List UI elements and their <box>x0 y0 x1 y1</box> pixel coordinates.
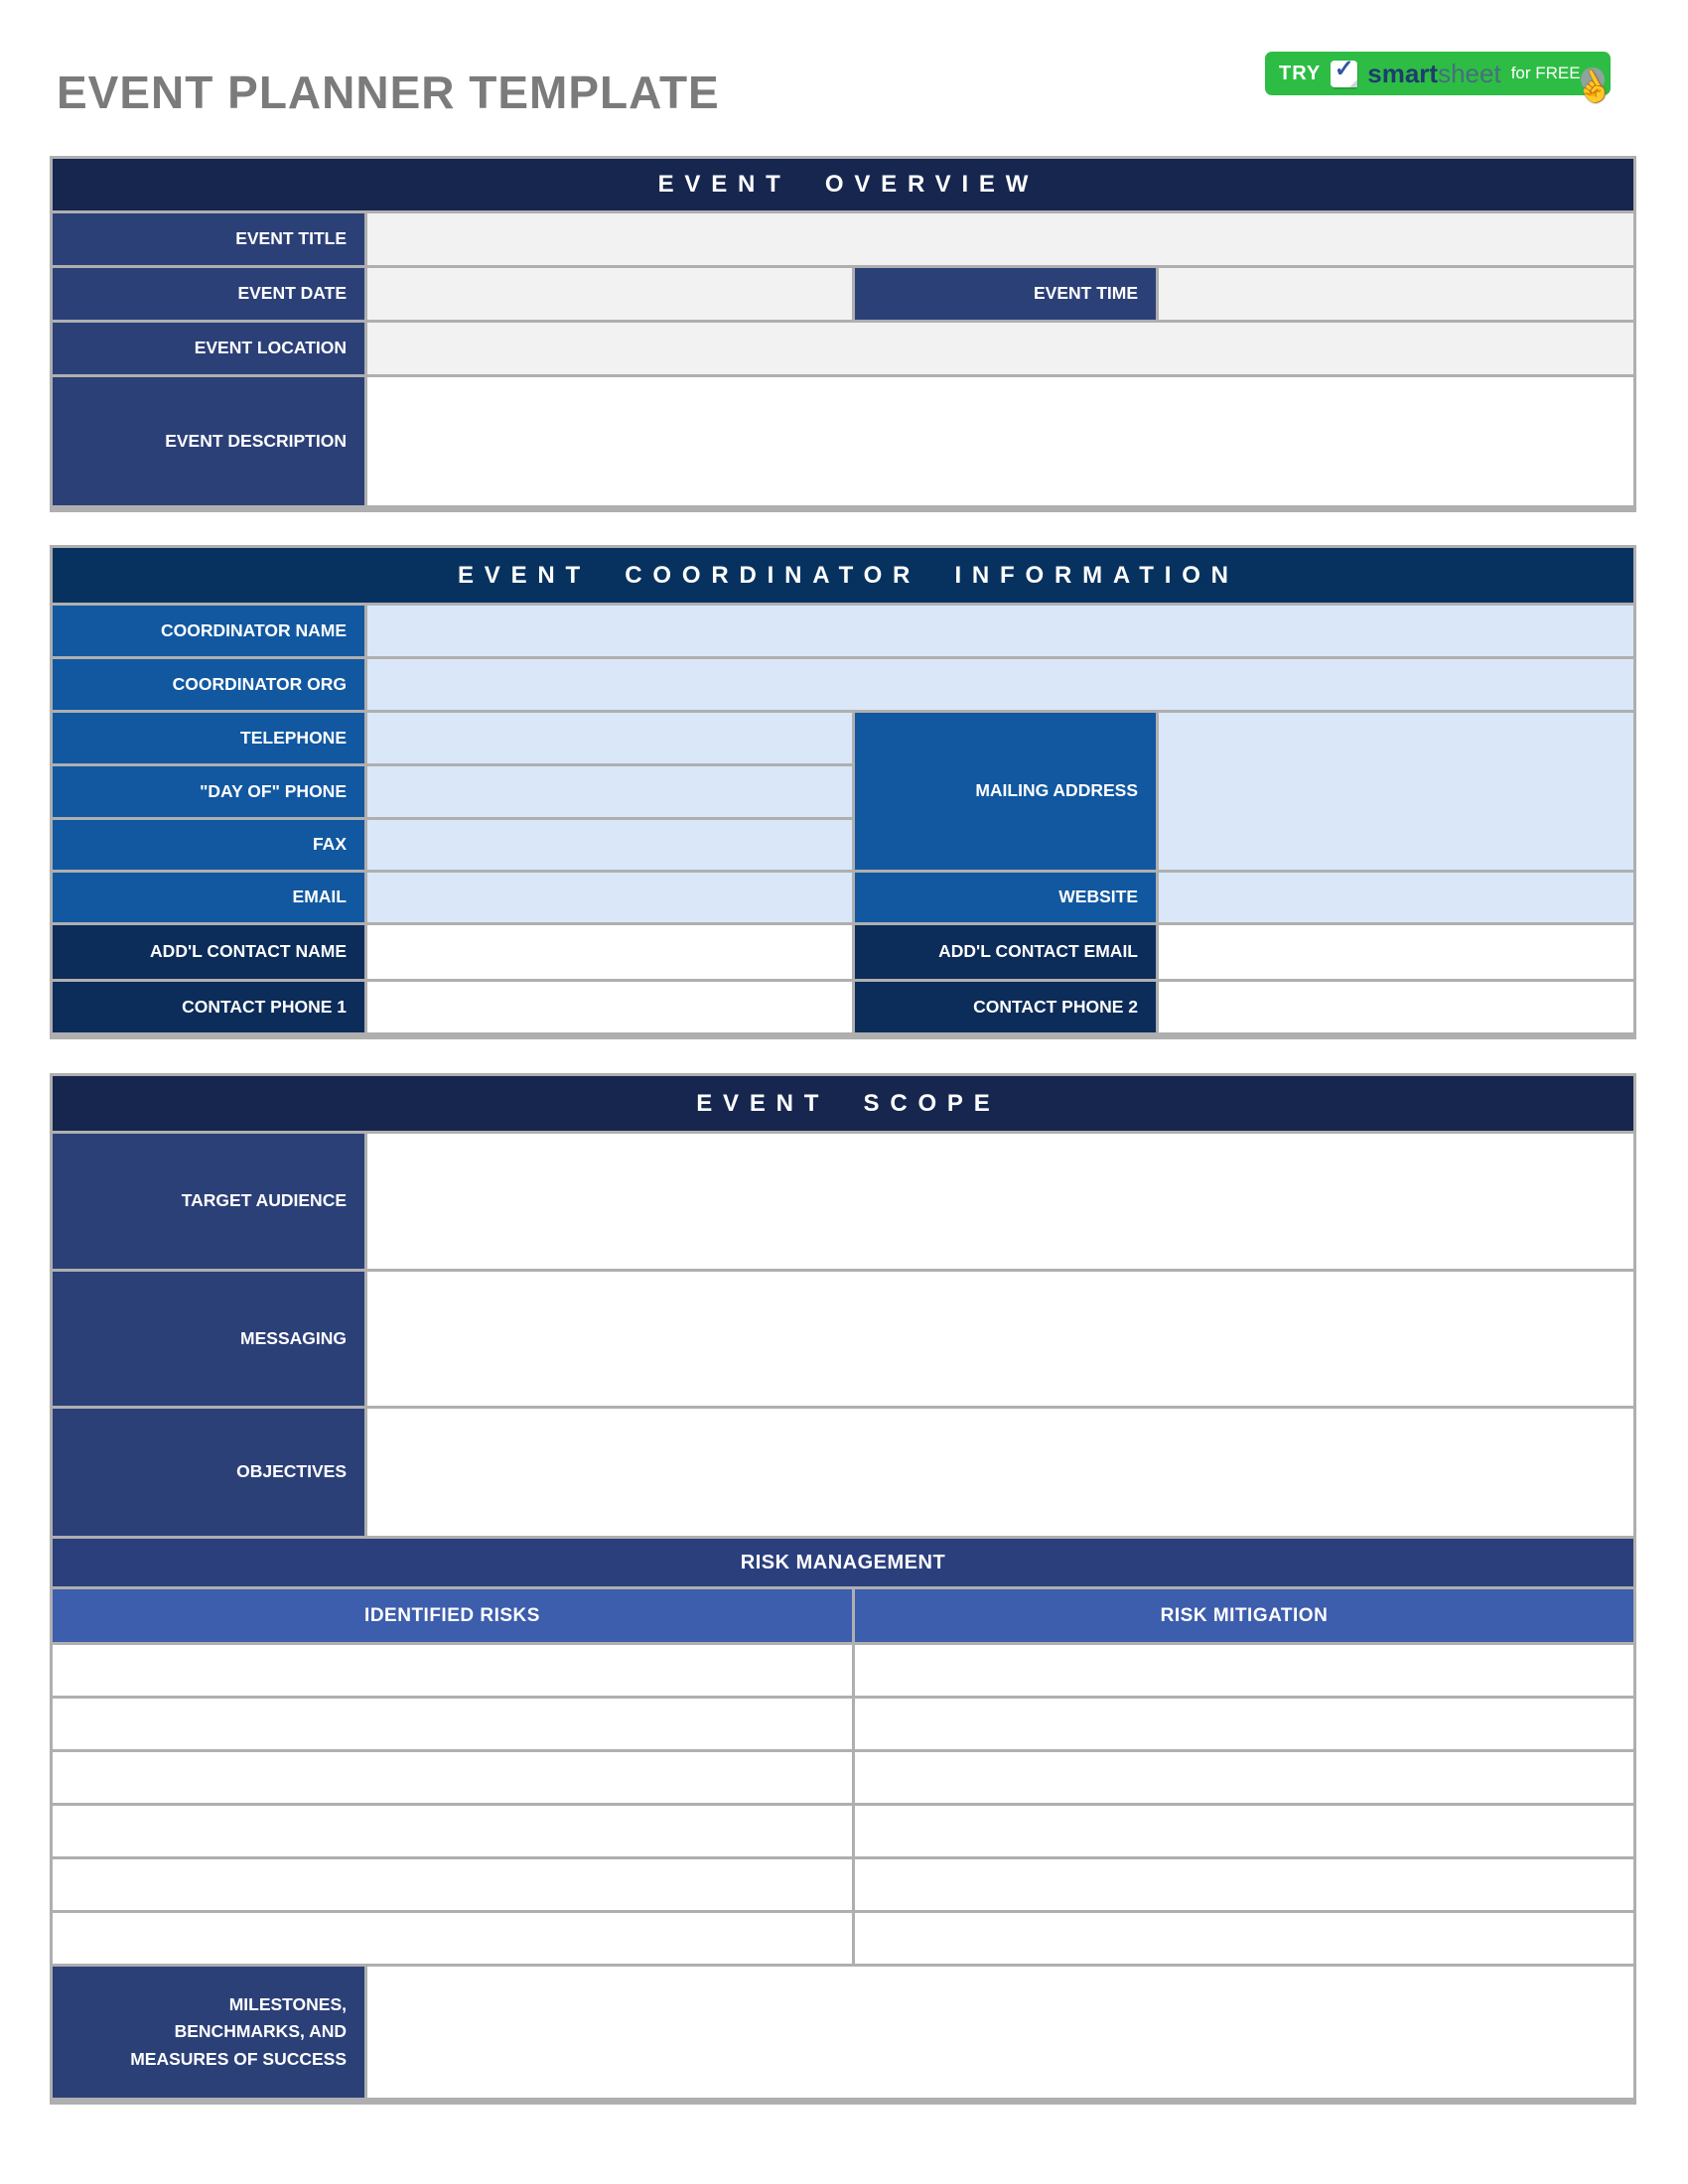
messaging-input[interactable] <box>367 1272 1633 1406</box>
risk-mitigation-input-5[interactable] <box>855 1859 1633 1910</box>
identified-risk-input-5[interactable] <box>53 1859 852 1910</box>
event-overview-header: EVENT OVERVIEW <box>53 159 1633 210</box>
messaging-label: MESSAGING <box>53 1272 364 1406</box>
event-title-input[interactable] <box>367 213 1633 265</box>
event-time-input[interactable] <box>1159 268 1633 320</box>
coordinator-org-label: COORDINATOR ORG <box>53 659 364 710</box>
event-title-label: EVENT TITLE <box>53 213 364 265</box>
day-of-phone-input[interactable] <box>367 766 852 817</box>
mailing-address-label: MAILING ADDRESS <box>855 713 1156 870</box>
identified-risk-input-2[interactable] <box>53 1699 852 1749</box>
addl-contact-email-label: ADD'L CONTACT EMAIL <box>855 925 1156 979</box>
event-description-label: EVENT DESCRIPTION <box>53 377 364 505</box>
risk-management-header: RISK MANAGEMENT <box>53 1539 1633 1586</box>
coordinator-name-input[interactable] <box>367 606 1633 656</box>
coordinator-name-label: COORDINATOR NAME <box>53 606 364 656</box>
smartsheet-check-icon: ✓ <box>1331 61 1357 87</box>
event-location-label: EVENT LOCATION <box>53 323 364 374</box>
telephone-input[interactable] <box>367 713 852 763</box>
target-audience-input[interactable] <box>367 1134 1633 1269</box>
contact-phone-2-input[interactable] <box>1159 982 1633 1032</box>
risk-mitigation-column-header: RISK MITIGATION <box>855 1589 1633 1642</box>
contact-phone-1-input[interactable] <box>367 982 852 1032</box>
objectives-input[interactable] <box>367 1409 1633 1536</box>
event-overview-section <box>50 156 1636 512</box>
event-coordinator-header: EVENT COORDINATOR INFORMATION <box>53 548 1633 603</box>
email-input[interactable] <box>367 873 852 922</box>
event-time-label: EVENT TIME <box>855 268 1156 320</box>
email-label: EMAIL <box>53 873 364 922</box>
risk-mitigation-input-6[interactable] <box>855 1913 1633 1964</box>
addl-contact-email-input[interactable] <box>1159 925 1633 979</box>
fax-label: FAX <box>53 820 364 870</box>
risk-mitigation-input-2[interactable] <box>855 1699 1633 1749</box>
objectives-label: OBJECTIVES <box>53 1409 364 1536</box>
cursor-hand-icon: ☝ <box>1569 65 1618 111</box>
smartsheet-logo: smartsheet <box>1367 59 1501 88</box>
contact-phone-2-label: CONTACT PHONE 2 <box>855 982 1156 1032</box>
badge-try-label: TRY <box>1279 62 1322 84</box>
risk-mitigation-input-1[interactable] <box>855 1645 1633 1696</box>
event-coordinator-section <box>50 545 1636 1039</box>
telephone-label: TELEPHONE <box>53 713 364 763</box>
addl-contact-name-input[interactable] <box>367 925 852 979</box>
milestones-label: MILESTONES, BENCHMARKS, AND MEASURES OF SUCCESS <box>53 1967 364 2098</box>
identified-risks-column-header: IDENTIFIED RISKS <box>53 1589 852 1642</box>
event-description-input[interactable] <box>367 377 1633 505</box>
coordinator-org-input[interactable] <box>367 659 1633 710</box>
website-input[interactable] <box>1159 873 1633 922</box>
event-location-input[interactable] <box>367 323 1633 374</box>
identified-risk-input-1[interactable] <box>53 1645 852 1696</box>
addl-contact-name-label: ADD'L CONTACT NAME <box>53 925 364 979</box>
identified-risk-input-3[interactable] <box>53 1752 852 1803</box>
page-title: EVENT PLANNER TEMPLATE <box>57 67 720 118</box>
risk-mitigation-input-3[interactable] <box>855 1752 1633 1803</box>
contact-phone-1-label: CONTACT PHONE 1 <box>53 982 364 1032</box>
identified-risk-input-4[interactable] <box>53 1806 852 1856</box>
mailing-address-input[interactable] <box>1159 713 1633 870</box>
smartsheet-try-free-badge[interactable] <box>1265 52 1618 111</box>
target-audience-label: TARGET AUDIENCE <box>53 1134 364 1269</box>
fax-input[interactable] <box>367 820 852 870</box>
badge-for-free-label: for FREE <box>1510 64 1581 82</box>
risk-mitigation-input-4[interactable] <box>855 1806 1633 1856</box>
event-scope-section <box>50 1073 1636 2105</box>
event-date-input[interactable] <box>367 268 852 320</box>
website-label: WEBSITE <box>855 873 1156 922</box>
identified-risk-input-6[interactable] <box>53 1913 852 1964</box>
day-of-phone-label: "DAY OF" PHONE <box>53 766 364 817</box>
event-date-label: EVENT DATE <box>53 268 364 320</box>
event-scope-header: EVENT SCOPE <box>53 1076 1633 1131</box>
milestones-input[interactable] <box>367 1967 1633 2098</box>
